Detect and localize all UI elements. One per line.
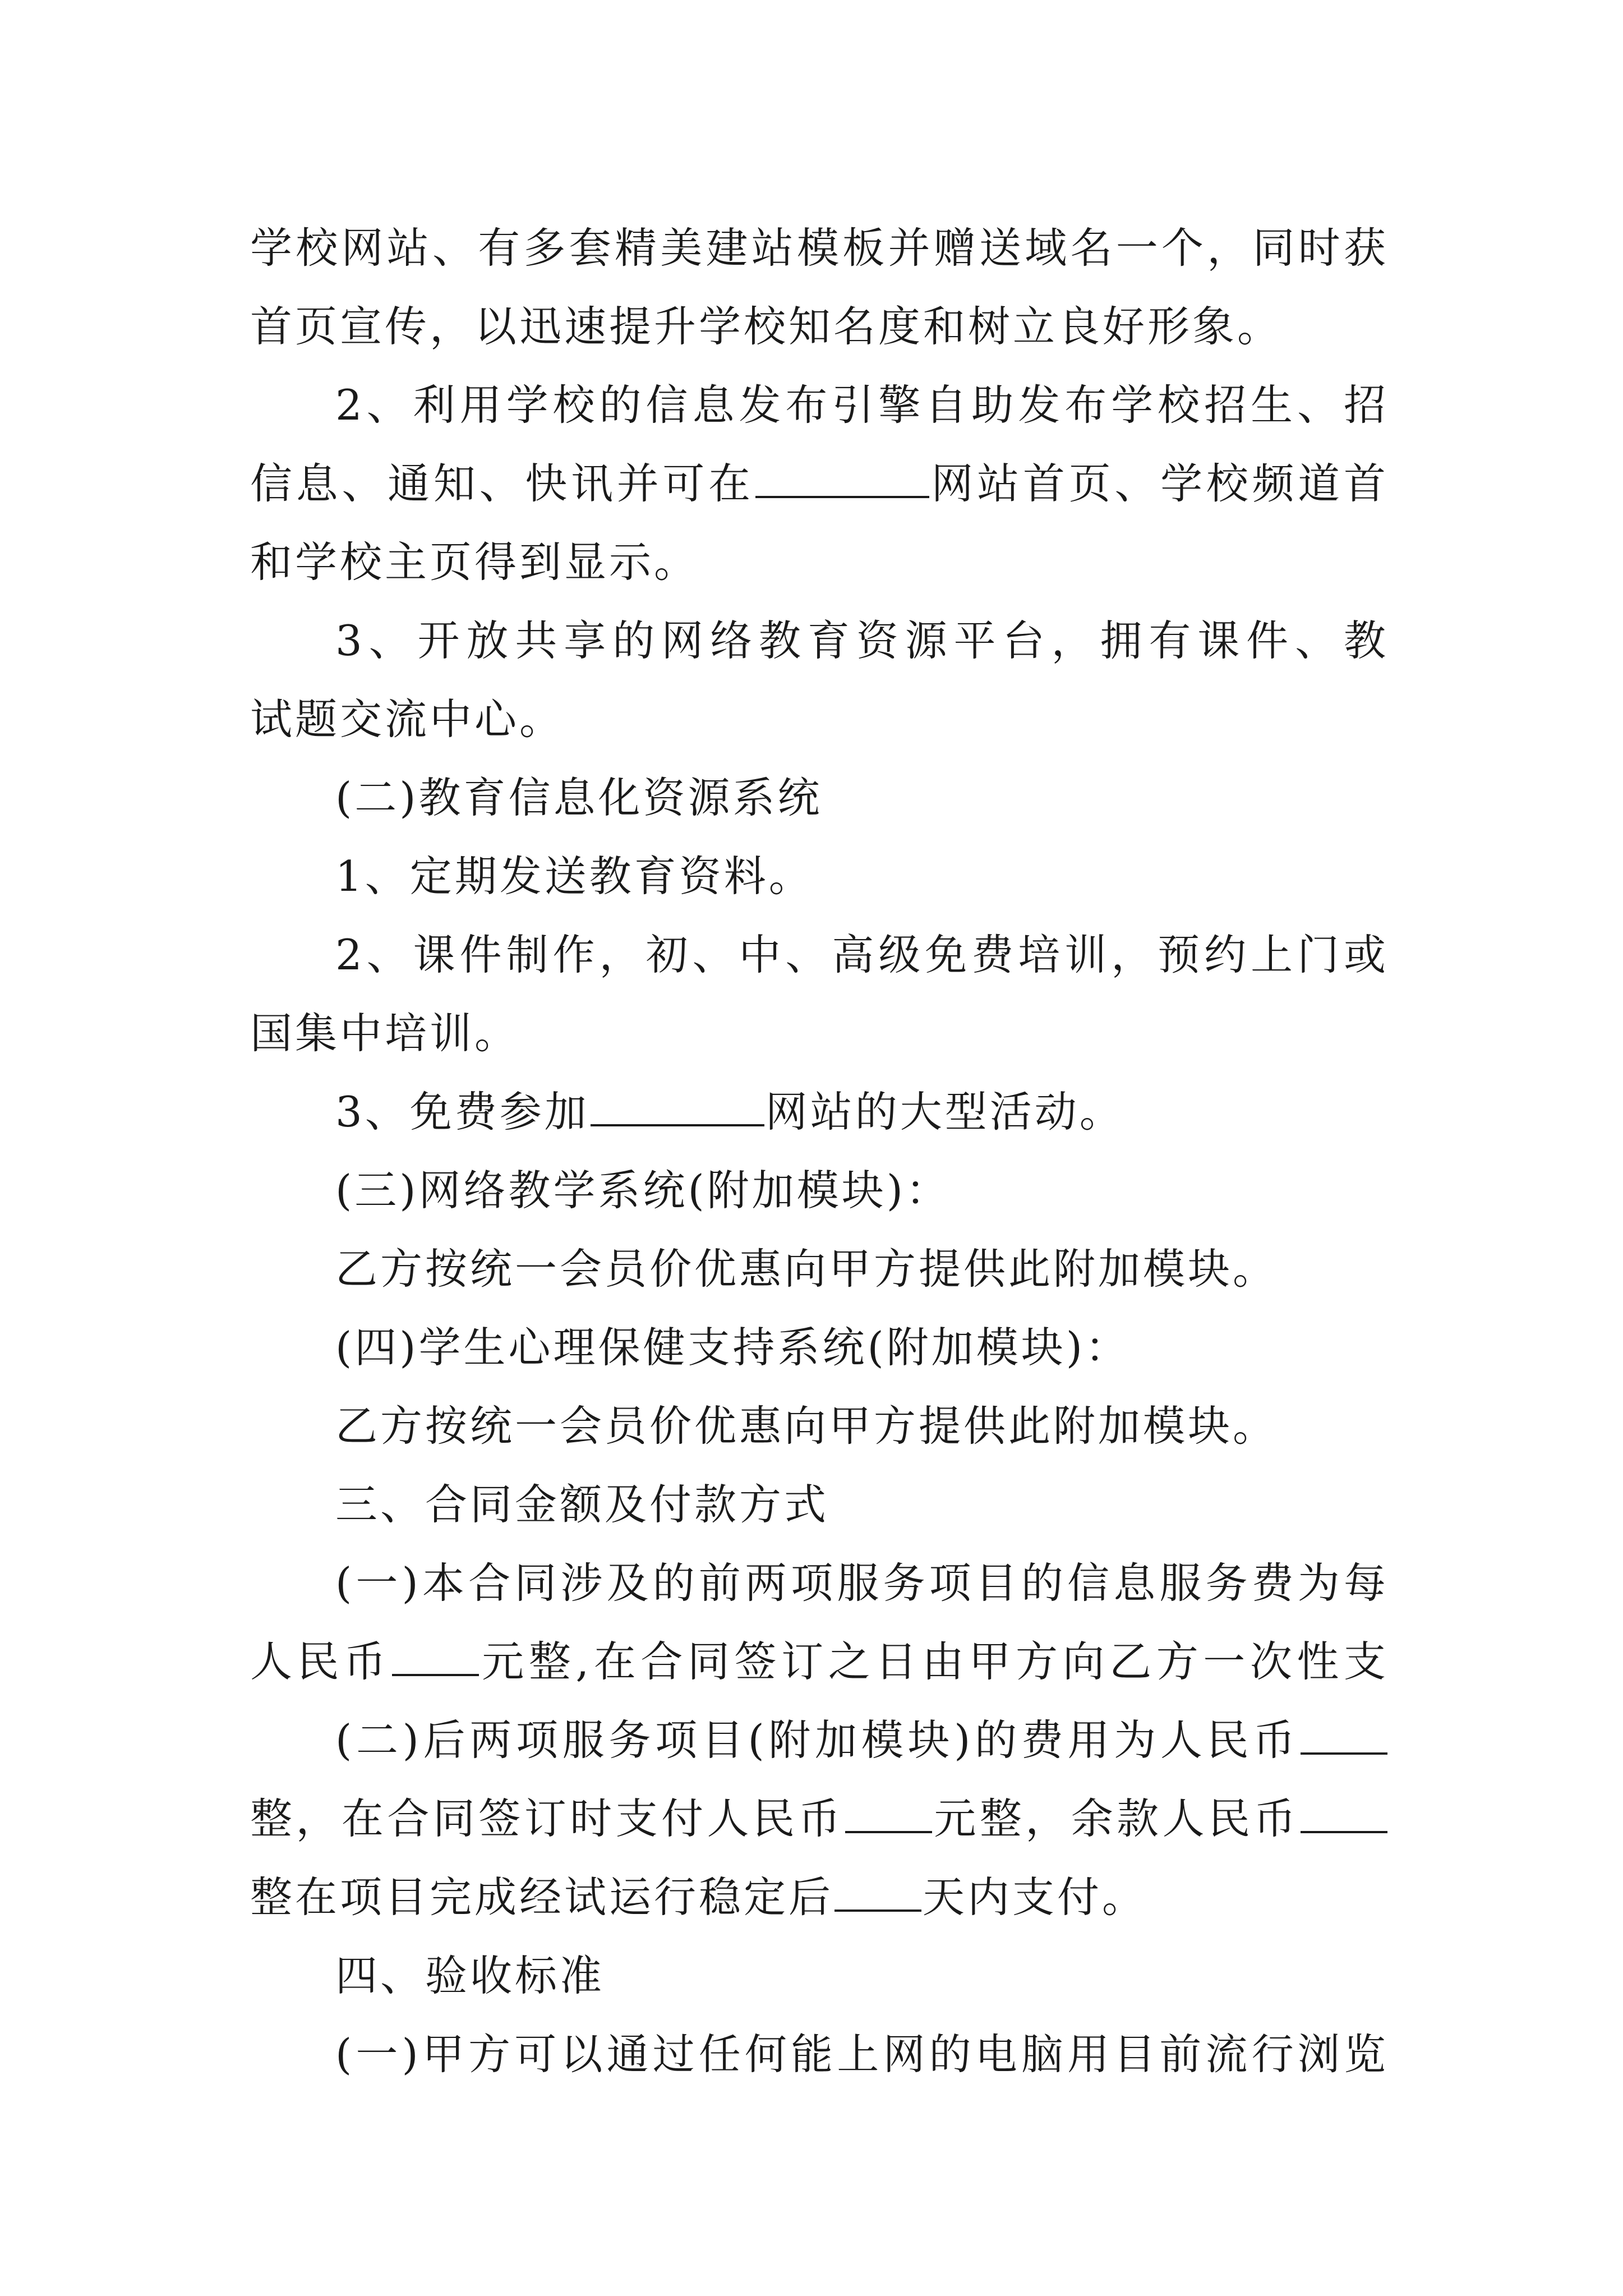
line-text: 人民币 xyxy=(250,1637,391,1686)
paragraph xyxy=(250,915,1389,1073)
line-text: 天内支付。 xyxy=(923,1872,1147,1922)
line-text: 三、合同金额及付款方式 xyxy=(335,1480,829,1529)
line-text: (二)教育信息化资源系统 xyxy=(335,773,823,822)
paragraph xyxy=(250,1230,1389,1308)
line-text: 1、定期发送教育资料。 xyxy=(335,852,814,901)
paragraph xyxy=(250,2015,1389,2093)
line-text: 和学校主页得到显示。 xyxy=(250,537,699,587)
line-text: (三)网络教学系统(附加模块)： xyxy=(335,1166,951,1215)
text-line xyxy=(250,758,1389,837)
text-line xyxy=(250,287,1389,366)
fill-in-blank xyxy=(834,1872,921,1912)
line-text: 试题交流中心。 xyxy=(250,694,565,744)
text-line xyxy=(250,915,1389,994)
paragraph xyxy=(250,837,1389,915)
paragraph xyxy=(250,1465,1389,1544)
document-body xyxy=(250,209,1389,2093)
line-text: 信息、通知、快讯并可在 xyxy=(250,459,754,508)
text-line xyxy=(250,1230,1389,1308)
line-text: 2、课件制作，初、中、高级免费培训，预约上门或 xyxy=(335,930,1389,979)
paragraph xyxy=(250,366,1389,601)
paragraph xyxy=(250,1701,1389,1936)
text-line xyxy=(250,1779,1389,1858)
fill-in-blank xyxy=(591,1087,764,1127)
text-line xyxy=(250,1073,1389,1151)
line-text: 学校网站、有多套精美建站模板并赠送域名一个，同时获 xyxy=(250,223,1389,273)
line-text: 整在项目完成经试运行稳定后 xyxy=(250,1872,834,1922)
text-line xyxy=(250,2015,1389,2093)
line-text: 网站首页、学校频道首 xyxy=(930,459,1389,508)
line-text: 首页宣传，以迅速提升学校知名度和树立良好形象。 xyxy=(250,302,1283,351)
text-line xyxy=(250,1387,1389,1465)
paragraph xyxy=(250,209,1389,366)
line-text: 乙方按统一会员价优惠向甲方提供此附加模块。 xyxy=(335,1401,1278,1451)
text-line xyxy=(250,1701,1389,1779)
text-line xyxy=(250,601,1389,680)
paragraph xyxy=(250,1073,1389,1151)
paragraph xyxy=(250,758,1389,837)
text-line xyxy=(250,1465,1389,1544)
paragraph xyxy=(250,1308,1389,1387)
fill-in-blank xyxy=(1301,1793,1387,1834)
paragraph xyxy=(250,1151,1389,1230)
text-line xyxy=(250,209,1389,287)
text-line xyxy=(250,444,1389,523)
text-line xyxy=(250,1308,1389,1387)
fill-in-blank xyxy=(1301,1715,1387,1755)
text-line xyxy=(250,523,1389,601)
line-text: 元整，余款人民币 xyxy=(933,1794,1299,1843)
line-text: 国集中培训。 xyxy=(250,1009,520,1058)
text-line xyxy=(250,1936,1389,2015)
line-text: (一)本合同涉及的前两项服务项目的信息服务费为每 xyxy=(335,1558,1389,1608)
text-line xyxy=(250,837,1389,915)
fill-in-blank xyxy=(392,1636,479,1677)
line-text: 整，在合同签订时支付人民币 xyxy=(250,1794,844,1843)
line-text: 四、验收标准 xyxy=(335,1951,605,2000)
text-line xyxy=(250,1858,1389,1936)
fill-in-blank xyxy=(755,458,929,499)
text-line xyxy=(250,994,1389,1073)
paragraph xyxy=(250,1387,1389,1465)
text-line xyxy=(250,366,1389,444)
line-text: 3、开放共享的网络教育资源平台，拥有课件、教 xyxy=(335,616,1389,665)
paragraph xyxy=(250,1936,1389,2015)
text-line xyxy=(250,1622,1389,1701)
fill-in-blank xyxy=(845,1793,932,1834)
line-text: (四)学生心理保健支持系统(附加模块)： xyxy=(335,1323,1131,1372)
text-line xyxy=(250,1151,1389,1230)
line-text: 网站的大型活动。 xyxy=(765,1087,1124,1137)
line-text: 2、利用学校的信息发布引擎自助发布学校招生、招 xyxy=(335,380,1389,430)
line-text: 乙方按统一会员价优惠向甲方提供此附加模块。 xyxy=(335,1244,1278,1294)
text-line xyxy=(250,680,1389,758)
paragraph xyxy=(250,601,1389,758)
line-text: 3、免费参加 xyxy=(335,1087,589,1137)
line-text: (一)甲方可以通过任何能上网的电脑用目前流行浏览 xyxy=(335,2030,1389,2079)
line-text: 元整,在合同签订之日由甲方向乙方一次性支 xyxy=(479,1637,1389,1686)
paragraph xyxy=(250,1544,1389,1701)
text-line xyxy=(250,1544,1389,1622)
line-text: (二)后两项服务项目(附加模块)的费用为人民币 xyxy=(335,1715,1299,1765)
